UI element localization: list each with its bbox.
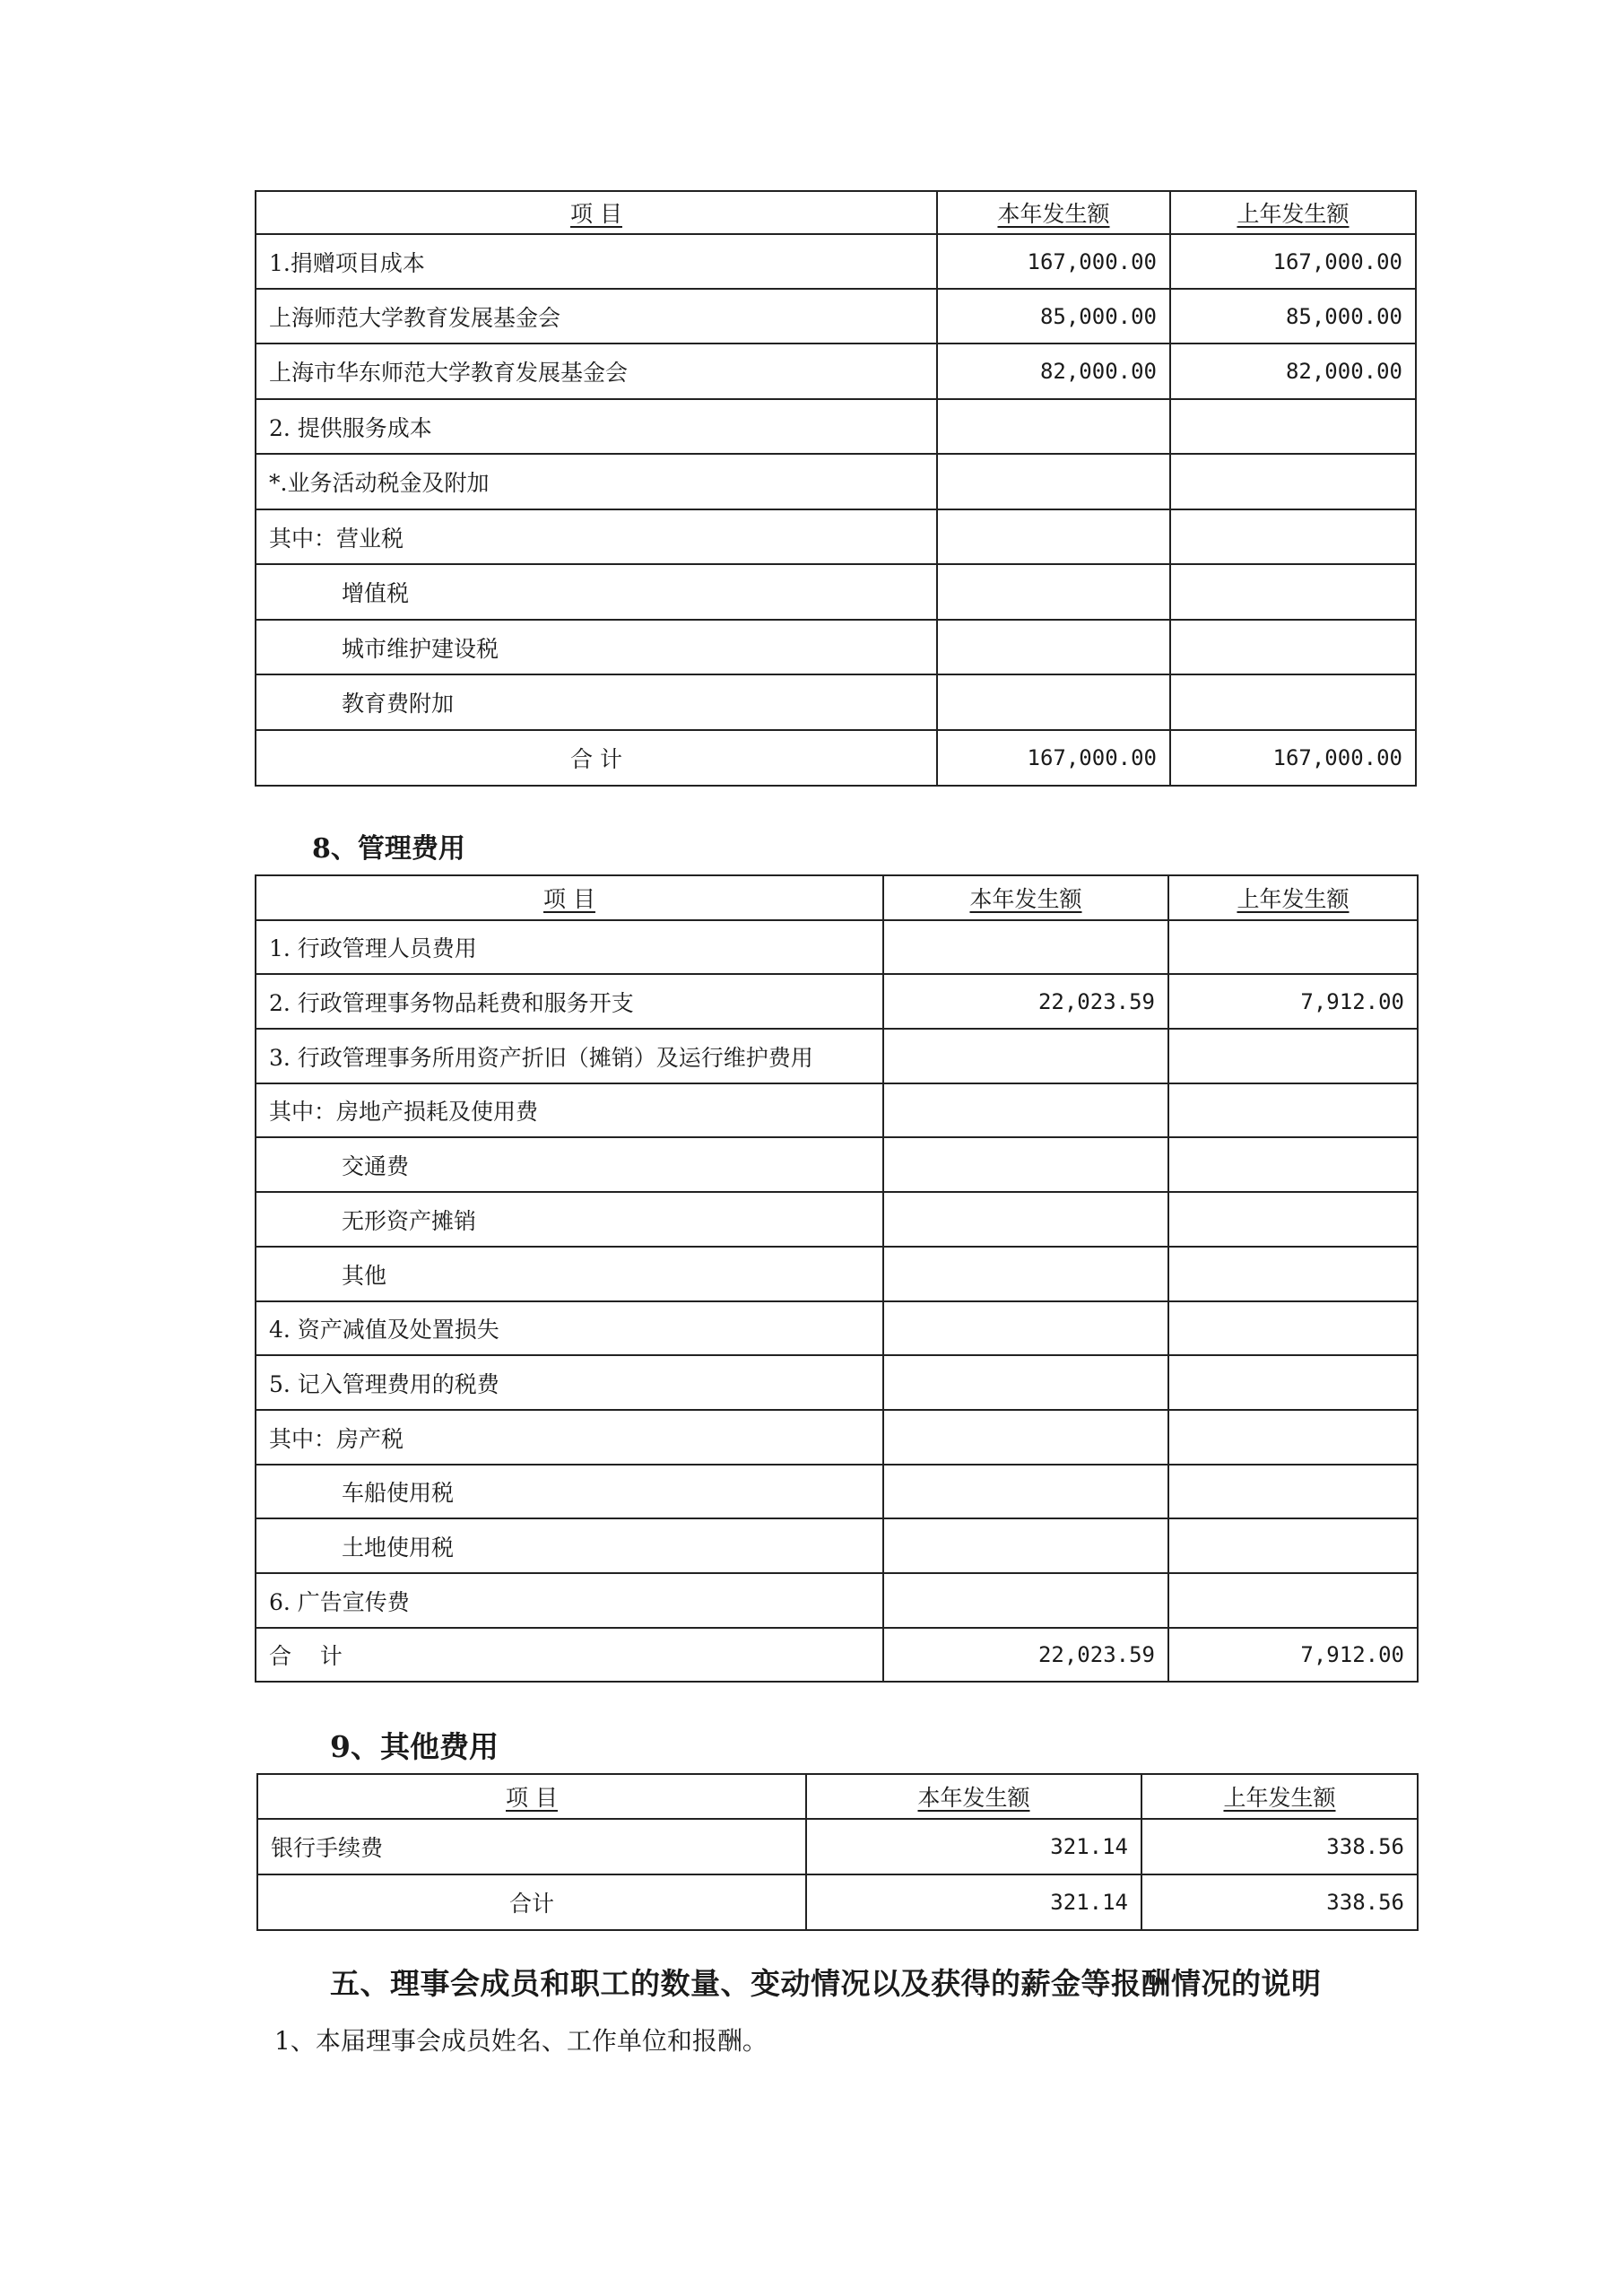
current-year-value (883, 1247, 1168, 1301)
current-year-value (883, 1301, 1168, 1355)
col-header-prior-year: 上年发生额 (1141, 1774, 1418, 1819)
prior-year-value: 167,000.00 (1170, 234, 1416, 289)
current-year-value (937, 399, 1170, 454)
col-header-item: 项 目 (256, 191, 937, 234)
table-row (256, 620, 1416, 674)
prior-year-value (1170, 564, 1416, 620)
table-row (256, 1355, 1418, 1410)
prior-year-value (1168, 920, 1418, 974)
table-row (257, 1819, 1418, 1874)
section-5-item-1: 1、本届理事会成员姓名、工作单位和报酬。 (274, 2026, 768, 2056)
current-year-value (937, 509, 1170, 564)
table-row (256, 1029, 1418, 1083)
row-label: 无形资产摊销 (256, 1192, 883, 1247)
admin-expense-table (255, 874, 1419, 1683)
row-label: 上海市华东师范大学教育发展基金会 (256, 344, 937, 399)
row-label: 3. 行政管理事务所用资产折旧（摊销）及运行维护费用 (256, 1029, 883, 1083)
row-label: 车船使用税 (256, 1465, 883, 1518)
table-row (256, 234, 1416, 289)
row-label: 其中：营业税 (256, 509, 937, 564)
prior-year-value: 85,000.00 (1170, 289, 1416, 344)
table-row (256, 674, 1416, 730)
table-header-row (256, 875, 1418, 920)
table-row (256, 1192, 1418, 1247)
table-row (256, 1465, 1418, 1518)
table-row (256, 344, 1416, 399)
row-label: 5. 记入管理费用的税费 (256, 1355, 883, 1410)
table-total-row (256, 730, 1416, 786)
business-cost-table (255, 190, 1417, 787)
current-year-value (883, 1029, 1168, 1083)
table-row (256, 1573, 1418, 1628)
total-label: 合计 (257, 1874, 806, 1930)
prior-year-value (1168, 1192, 1418, 1247)
prior-year-value (1170, 509, 1416, 564)
total-label: 合 计 (256, 1628, 883, 1682)
row-label: 交通费 (256, 1137, 883, 1192)
current-year-value (937, 620, 1170, 674)
col-header-current-year: 本年发生额 (937, 191, 1170, 234)
row-label: 6. 广告宣传费 (256, 1573, 883, 1628)
current-year-value (883, 1410, 1168, 1465)
prior-year-value (1168, 1410, 1418, 1465)
prior-year-value (1170, 674, 1416, 730)
col-header-current-year: 本年发生额 (883, 875, 1168, 920)
table-row (256, 974, 1418, 1029)
current-year-value: 321.14 (806, 1819, 1141, 1874)
current-year-value: 22,023.59 (883, 974, 1168, 1029)
row-label: 1. 行政管理人员费用 (256, 920, 883, 974)
row-label: 1.捐赠项目成本 (256, 234, 937, 289)
current-year-value: 82,000.00 (937, 344, 1170, 399)
row-label: 2. 行政管理事务物品耗费和服务开支 (256, 974, 883, 1029)
prior-year-total: 338.56 (1141, 1874, 1418, 1930)
col-header-item: 项 目 (257, 1774, 806, 1819)
table-row (256, 1137, 1418, 1192)
current-year-value (883, 1137, 1168, 1192)
current-year-total: 167,000.00 (937, 730, 1170, 786)
prior-year-value (1168, 1137, 1418, 1192)
prior-year-value (1168, 1301, 1418, 1355)
row-label: 4. 资产减值及处置损失 (256, 1301, 883, 1355)
total-label: 合 计 (256, 730, 937, 786)
section-9-title: 9、其他费用 (330, 1729, 499, 1764)
row-label: 教育费附加 (256, 674, 937, 730)
table-total-row (256, 1628, 1418, 1682)
section-5-title: 五、理事会成员和职工的数量、变动情况以及获得的薪金等报酬情况的说明 (330, 1966, 1322, 2001)
current-year-value (883, 1192, 1168, 1247)
current-year-value (937, 454, 1170, 509)
table-row (256, 1247, 1418, 1301)
current-year-value (883, 1518, 1168, 1573)
row-label: 上海师范大学教育发展基金会 (256, 289, 937, 344)
prior-year-value (1168, 1573, 1418, 1628)
prior-year-value (1168, 1465, 1418, 1518)
prior-year-value (1168, 1518, 1418, 1573)
table-row (256, 564, 1416, 620)
table-row (256, 1518, 1418, 1573)
prior-year-total: 7,912.00 (1168, 1628, 1418, 1682)
table-row (256, 509, 1416, 564)
prior-year-value: 82,000.00 (1170, 344, 1416, 399)
table-row (256, 920, 1418, 974)
section-8-title: 8、管理费用 (312, 833, 465, 865)
prior-year-value (1168, 1247, 1418, 1301)
row-label: 其中：房地产损耗及使用费 (256, 1083, 883, 1137)
current-year-value: 167,000.00 (937, 234, 1170, 289)
prior-year-total: 167,000.00 (1170, 730, 1416, 786)
row-label: *.业务活动税金及附加 (256, 454, 937, 509)
table-row (256, 289, 1416, 344)
row-label: 其他 (256, 1247, 883, 1301)
prior-year-value: 7,912.00 (1168, 974, 1418, 1029)
col-header-current-year: 本年发生额 (806, 1774, 1141, 1819)
table-row (256, 1301, 1418, 1355)
col-header-item: 项 目 (256, 875, 883, 920)
row-label: 银行手续费 (257, 1819, 806, 1874)
row-label: 其中：房产税 (256, 1410, 883, 1465)
table-header-row (256, 191, 1416, 234)
table-row (256, 399, 1416, 454)
current-year-value: 85,000.00 (937, 289, 1170, 344)
prior-year-value (1168, 1029, 1418, 1083)
prior-year-value (1170, 620, 1416, 674)
row-label: 城市维护建设税 (256, 620, 937, 674)
row-label: 2. 提供服务成本 (256, 399, 937, 454)
current-year-total: 22,023.59 (883, 1628, 1168, 1682)
current-year-value (883, 1083, 1168, 1137)
current-year-total: 321.14 (806, 1874, 1141, 1930)
table-row (256, 1410, 1418, 1465)
other-expense-table (256, 1773, 1419, 1931)
current-year-value (883, 1355, 1168, 1410)
prior-year-value: 338.56 (1141, 1819, 1418, 1874)
current-year-value (883, 920, 1168, 974)
table-header-row (257, 1774, 1418, 1819)
col-header-prior-year: 上年发生额 (1168, 875, 1418, 920)
table-total-row (257, 1874, 1418, 1930)
prior-year-value (1168, 1355, 1418, 1410)
prior-year-value (1170, 454, 1416, 509)
table-row (256, 1083, 1418, 1137)
current-year-value (937, 564, 1170, 620)
row-label: 土地使用税 (256, 1518, 883, 1573)
current-year-value (883, 1465, 1168, 1518)
table-row (256, 454, 1416, 509)
current-year-value (937, 674, 1170, 730)
col-header-prior-year: 上年发生额 (1170, 191, 1416, 234)
current-year-value (883, 1573, 1168, 1628)
prior-year-value (1170, 399, 1416, 454)
prior-year-value (1168, 1083, 1418, 1137)
row-label: 增值税 (256, 564, 937, 620)
